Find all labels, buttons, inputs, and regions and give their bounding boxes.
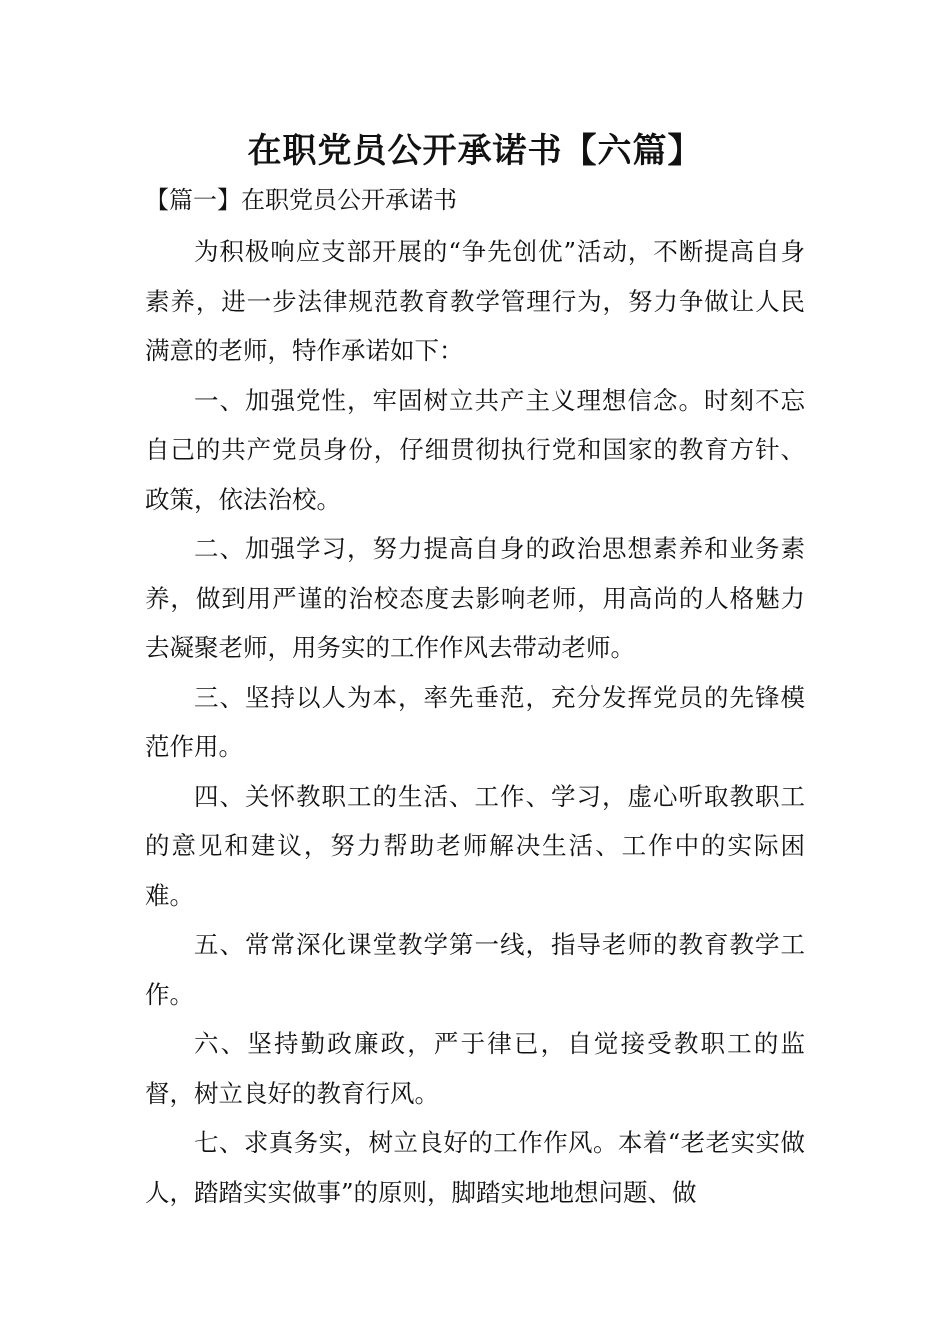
section-heading: 【篇一】在职党员公开承诺书: [145, 186, 457, 214]
paragraph-item-6: 六、坚持勤政廉政，严于律已，自觉接受教职工的监督，树立良好的教育行风。: [145, 1029, 805, 1108]
paragraph-item-5: 五、常常深化课堂教学第一线，指导老师的教育教学工作。: [145, 930, 805, 1009]
paragraph-item-2: 二、加强学习，努力提高自身的政治思想素养和业务素养，做到用严谨的治校态度去影响老师，用高尚的人格魅力去凝聚老师，用务实的工作作风去带动老师。: [145, 534, 805, 662]
paragraph-item-3: 三、坚持以人为本，率先垂范，充分发挥党员的先锋模范作用。: [145, 682, 805, 761]
paragraph-item-4: 四、关怀教职工的生活、工作、学习，虚心听取教职工的意见和建议，努力帮助老师解决生活、工作中的实际困难。: [145, 781, 805, 910]
paragraph-item-7: 七、求真务实，树立良好的工作作风。本着“老老实实做人，踏踏实实做事”的原则，脚踏实地地想问题、做: [145, 1128, 805, 1207]
document-body: [145, 227, 805, 1217]
paragraph-intro: 为积极响应支部开展的“争先创优”活动，不断提高自身素养，进一步法律规范教育教学管理行为，努力争做让人民满意的老师，特作承诺如下：: [145, 237, 805, 365]
paragraph-item-1: 一、加强党性，牢固树立共产主义理想信念。时刻不忘自己的共产党员身份，仔细贯彻执行党和国家的教育方针、政策，依法治校。: [145, 385, 805, 514]
document-title: 在职党员公开承诺书【六篇】: [247, 131, 703, 171]
